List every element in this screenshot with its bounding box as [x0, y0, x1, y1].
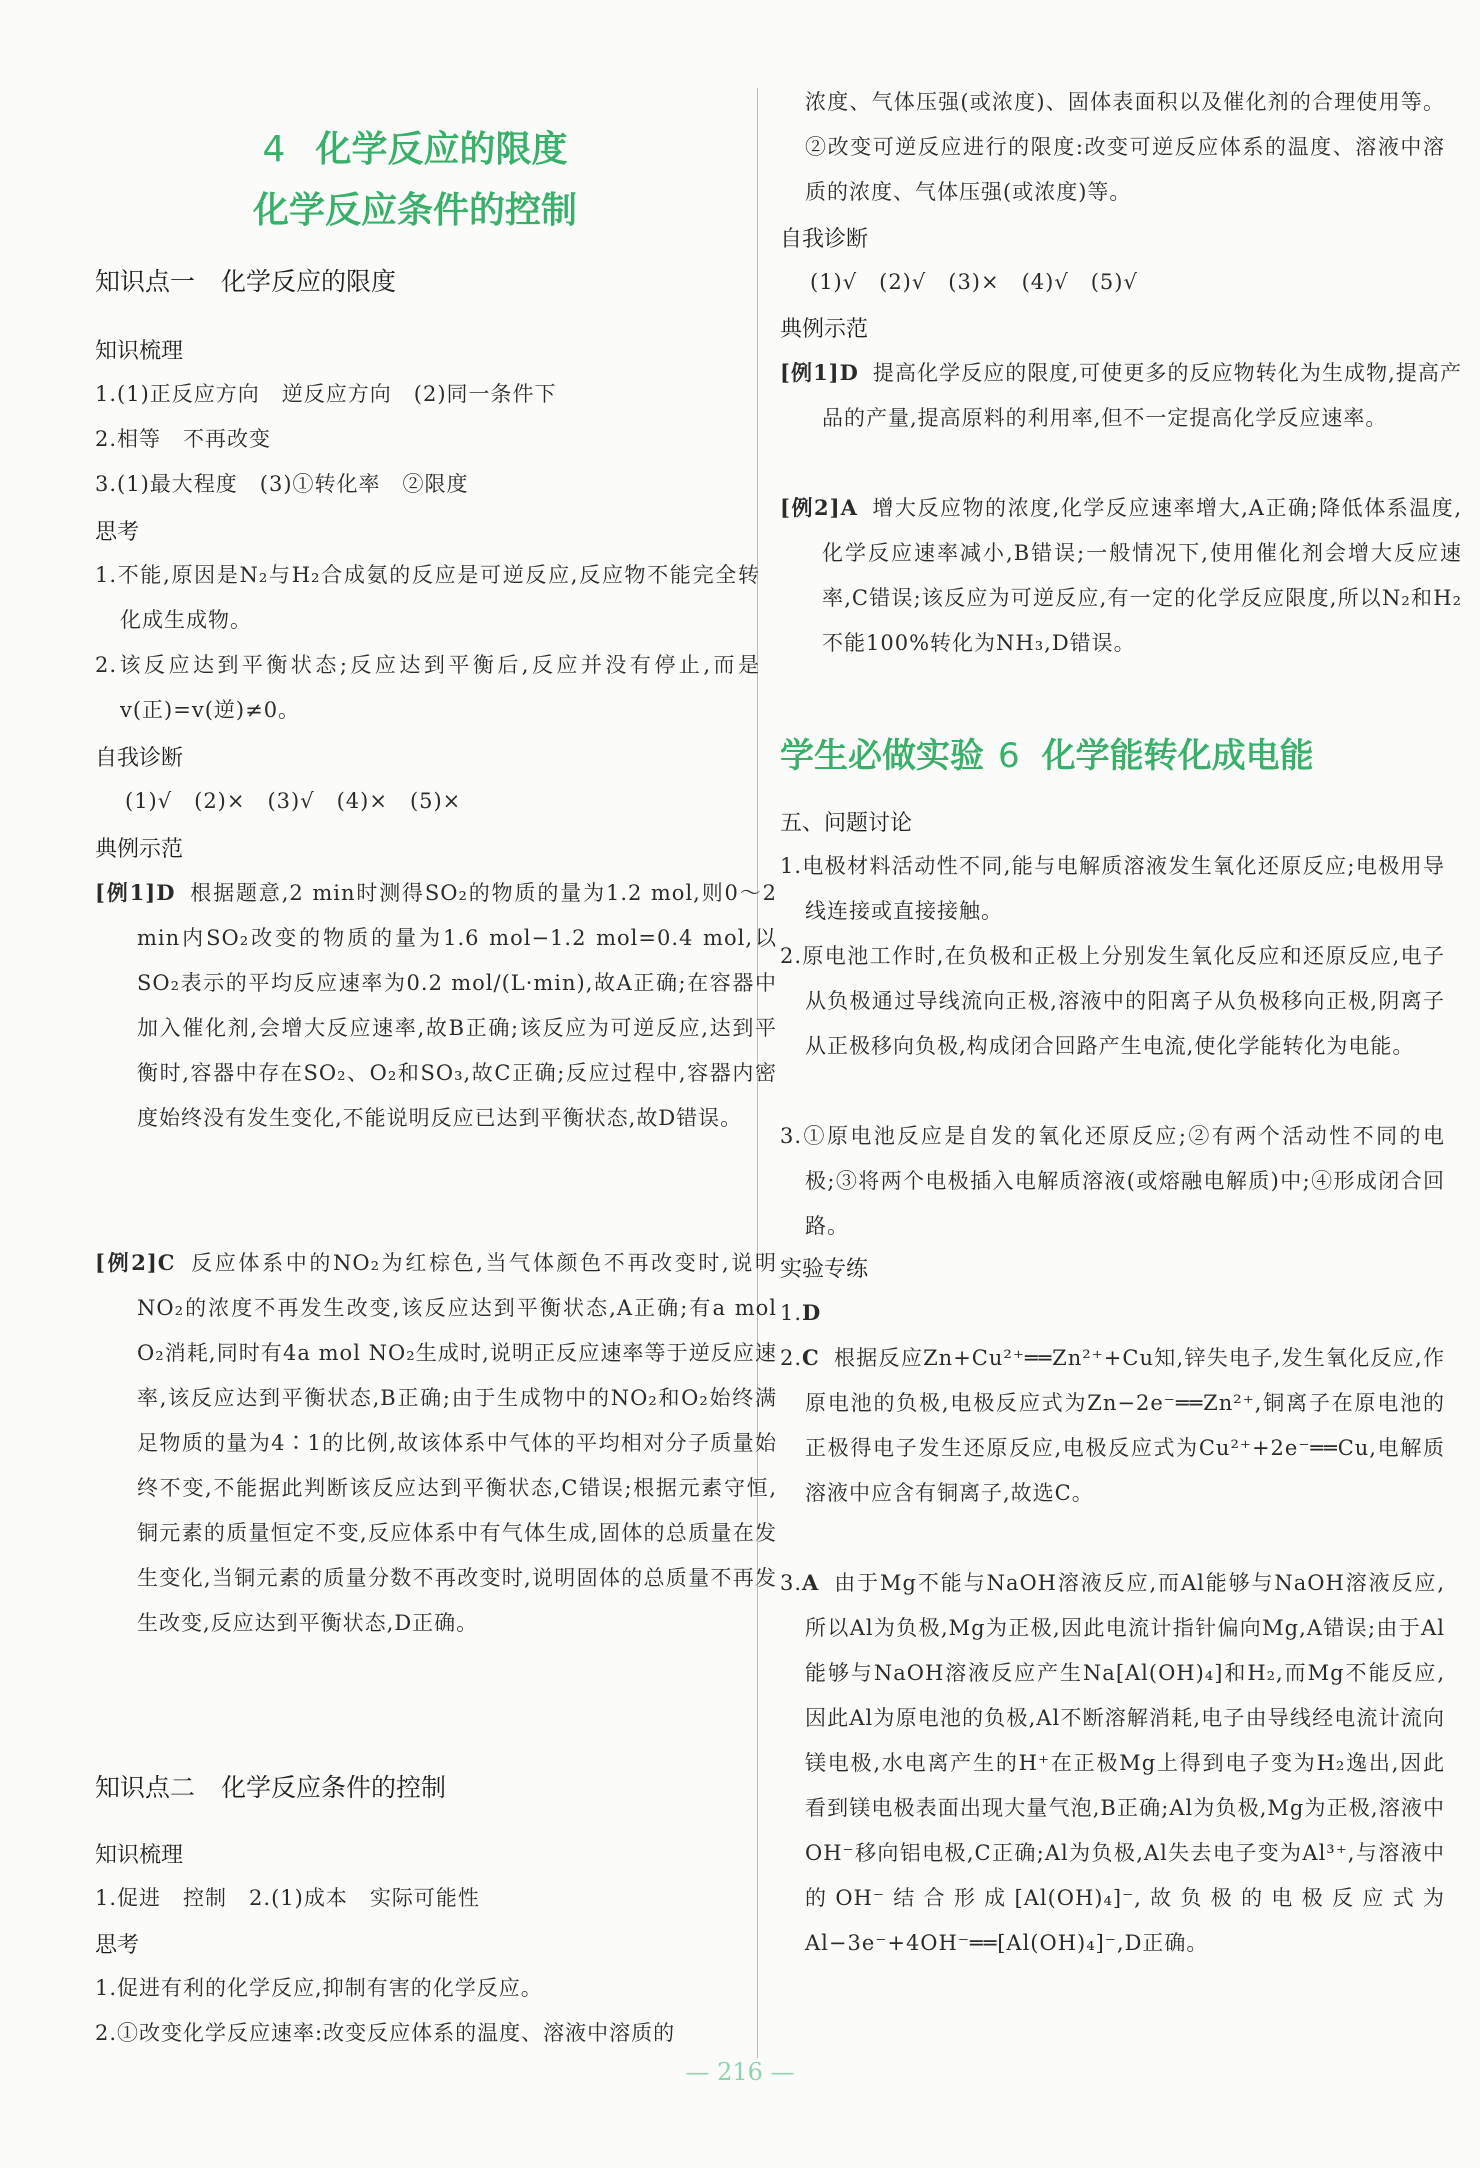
- practice-heading: 实验专练: [780, 1257, 869, 1282]
- example-r1-answer: D: [839, 360, 859, 385]
- section-title-line2: 化学反应条件的控制: [252, 190, 577, 231]
- knowledge-heading-2: 知识梳理: [95, 1843, 184, 1868]
- example-r1: [780, 350, 1462, 441]
- example-r2-label: [例2]: [780, 495, 841, 520]
- knowledge-heading: 知识梳理: [95, 339, 184, 364]
- discussion-item-3: 3.①原电池反应是自发的氧化还原反应;②有两个活动性不同的电极;③将两个电极插入电解质溶液(或熔融电解质)中;④形成闭合回路。: [780, 1124, 1445, 1238]
- self-diagnosis-heading-2: 自我诊断: [780, 227, 869, 252]
- think2-item-1: 1.促进有利的化学反应,抑制有害的化学反应。: [95, 1976, 543, 2000]
- example-heading: 典例示范: [95, 837, 184, 862]
- knowledge-item-1: 1.(1)正反应方向 逆反应方向 (2)同一条件下: [95, 382, 557, 406]
- example-1: [95, 870, 777, 1141]
- example-2-text: 反应体系中的NO₂为红棕色,当气体颜色不再改变时,说明NO₂的浓度不再发生改变,该反应达到平衡状态,A正确;有a mol O₂消耗,同时有4a mol NO₂生成时,说明正反应速率等于逆反应速率,该反应达到平衡状态,B正确;由于生成物中的NO₂和O₂始终满足物质的量为4∶1的比例,故该体系中气体的平均相对分子质量始终不变,不能据此判断该反应达到平衡状态,C错误;根据元素守恒,铜元素的质量恒定不变,反应体系中有气体生成,固体的总质量在发生变化,当铜元素的质量分数不再改变时,说明固体的总质量不再发生改变,反应达到平衡状态,D正确。: [137, 1251, 778, 1635]
- section-title-text: 化学反应的限度: [315, 129, 568, 170]
- practice-3-text: 由于Mg不能与NaOH溶液反应,而Al能够与NaOH溶液反应,所以Al为负极,Mg为正极,因此电流计指针偏向Mg,A错误;由于Al能够与NaOH溶液反应产生Na[Al(OH)₄]和H₂,而Mg不能反应,因此Al为原电池的负极,Al不断溶解消耗,电子由导线经电流计流向镁电极,水电离产生的H⁺在正极Mg上得到电子变为H₂逸出,因此看到镁电极表面出现大量气泡,B正确;Al为负极,Mg为正极,溶液中OH⁻移向铝电极,C正确;Al为负极,Al失去电子变为Al³⁺,与溶液中的OH⁻结合形成[Al(OH)₄]⁻,故负极的电极反应式为Al−3e⁻+4OH⁻══[Al(OH)₄]⁻,D正确。: [805, 1571, 1445, 1955]
- point-label: 知识点一: [95, 267, 196, 296]
- self-diagnosis-answers: (1)√ (2)× (3)√ (4)× (5)×: [125, 789, 462, 813]
- think-item-2: 2.该反应达到平衡状态;反应达到平衡后,反应并没有停止,而是v(正)=v(逆)≠0。: [95, 653, 760, 722]
- example-2: [95, 1240, 777, 1646]
- experiment-number: 6: [998, 736, 1020, 776]
- point-name: 化学反应条件的控制: [221, 1773, 447, 1802]
- knowledge-item-2: 2.相等 不再改变: [95, 427, 272, 451]
- example-r2: [780, 485, 1462, 666]
- example-r1-text: 提高化学反应的限度,可使更多的反应物转化为生成物,提高产品的产量,提高原料的利用率,但不一定提高化学反应速率。: [822, 361, 1463, 430]
- point-name: 化学反应的限度: [221, 267, 397, 296]
- think-heading-2: 思考: [95, 1933, 140, 1958]
- example-heading-2: 典例示范: [780, 317, 869, 342]
- knowledge-point-1-heading: [95, 262, 735, 298]
- example-r1-label: [例1]: [780, 360, 840, 385]
- practice-item-2: [780, 1335, 1445, 1516]
- section-title-line1: [95, 125, 735, 175]
- discussion-item-2: 2.原电池工作时,在负极和正极上分别发生氧化反应和还原反应,电子从负极通过导线流向正极,溶液中的阳离子从负极移向正极,阴离子从正极移向负极,构成闭合回路产生电流,使化学能转化为电能。: [780, 944, 1445, 1058]
- think2-item-2: 2.①改变化学反应速率:改变反应体系的温度、溶液中溶质的: [95, 2021, 676, 2045]
- experiment-title-b: 化学能转化成电能: [1041, 736, 1314, 776]
- experiment-title: [780, 728, 1420, 777]
- practice-3-answer: A: [802, 1570, 820, 1595]
- knowledge-item-3: 3.(1)最大程度 (3)①转化率 ②限度: [95, 472, 469, 496]
- experiment-title-a: 学生必做实验: [780, 736, 984, 776]
- example-2-label: [例2]: [95, 1250, 158, 1275]
- self-diagnosis-heading: 自我诊断: [95, 746, 184, 771]
- self-diagnosis-answers-2: (1)√ (2)√ (3)× (4)√ (5)√: [810, 270, 1138, 294]
- practice-3-number: 3.: [780, 1571, 803, 1595]
- discussion-heading: 五、问题讨论: [780, 811, 913, 836]
- knowledge-point-2-heading: [95, 1768, 735, 1804]
- practice-1-number: 1.: [780, 1301, 803, 1325]
- example-r2-answer: A: [840, 495, 858, 520]
- point-label: 知识点二: [95, 1773, 196, 1802]
- knowledge2-item-1: 1.促进 控制 2.(1)成本 实际可能性: [95, 1886, 480, 1910]
- think2-item-2-continued: 浓度、气体压强(或浓度)、固体表面积以及催化剂的合理使用等。②改变可逆反应进行的限度:改变可逆反应体系的温度、溶液中溶质的浓度、气体压强(或浓度)等。: [805, 90, 1445, 204]
- practice-2-text: 根据反应Zn+Cu²⁺══Zn²⁺+Cu知,锌失电子,发生氧化反应,作原电池的负极,电极反应式为Zn−2e⁻══Zn²⁺,铜离子在原电池的正极得电子发生还原反应,电极反应式为Cu²⁺+2e⁻══Cu,电解质溶液中应含有铜离子,故选C。: [805, 1346, 1445, 1505]
- discussion-item-1: 1.电极材料活动性不同,能与电解质溶液发生氧化还原反应;电极用导线连接或直接接触。: [780, 854, 1445, 923]
- practice-2-answer: C: [802, 1345, 820, 1370]
- practice-1-answer: D: [802, 1300, 822, 1325]
- example-2-answer: C: [157, 1250, 176, 1275]
- example-r2-text: 增大反应物的浓度,化学反应速率增大,A正确;降低体系温度,化学反应速率减小,B错误;一般情况下,使用催化剂会增大反应速率,C错误;该反应为可逆反应,有一定的化学反应限度,所以N₂和H₂不能100%转化为NH₃,D错误。: [822, 496, 1463, 655]
- practice-2-number: 2.: [780, 1346, 803, 1370]
- example-1-text: 根据题意,2 min时测得SO₂的物质的量为1.2 mol,则0～2 min内SO₂改变的物质的量为1.6 mol−1.2 mol=0.4 mol,以SO₂表示的平均反应速率为0.2 mol/(L·min),故A正确;在容器中加入催化剂,会增大反应速率,故B正确;该反应为可逆反应,达到平衡时,容器中存在SO₂、O₂和SO₃,故C正确;反应过程中,容器内密度始终没有发生变化,不能说明反应已达到平衡状态,故D错误。: [137, 881, 778, 1130]
- think-heading: 思考: [95, 520, 140, 545]
- section-number: 4: [262, 129, 286, 170]
- practice-item-3: [780, 1560, 1445, 1966]
- think-item-1: 1.不能,原因是N₂与H₂合成氨的反应是可逆反应,反应物不能完全转化成生成物。: [95, 563, 760, 632]
- practice-item-1: [780, 1290, 1420, 1336]
- page-number: — 216 —: [685, 2058, 795, 2086]
- example-1-label: [例1]: [95, 880, 157, 905]
- example-1-answer: D: [156, 880, 176, 905]
